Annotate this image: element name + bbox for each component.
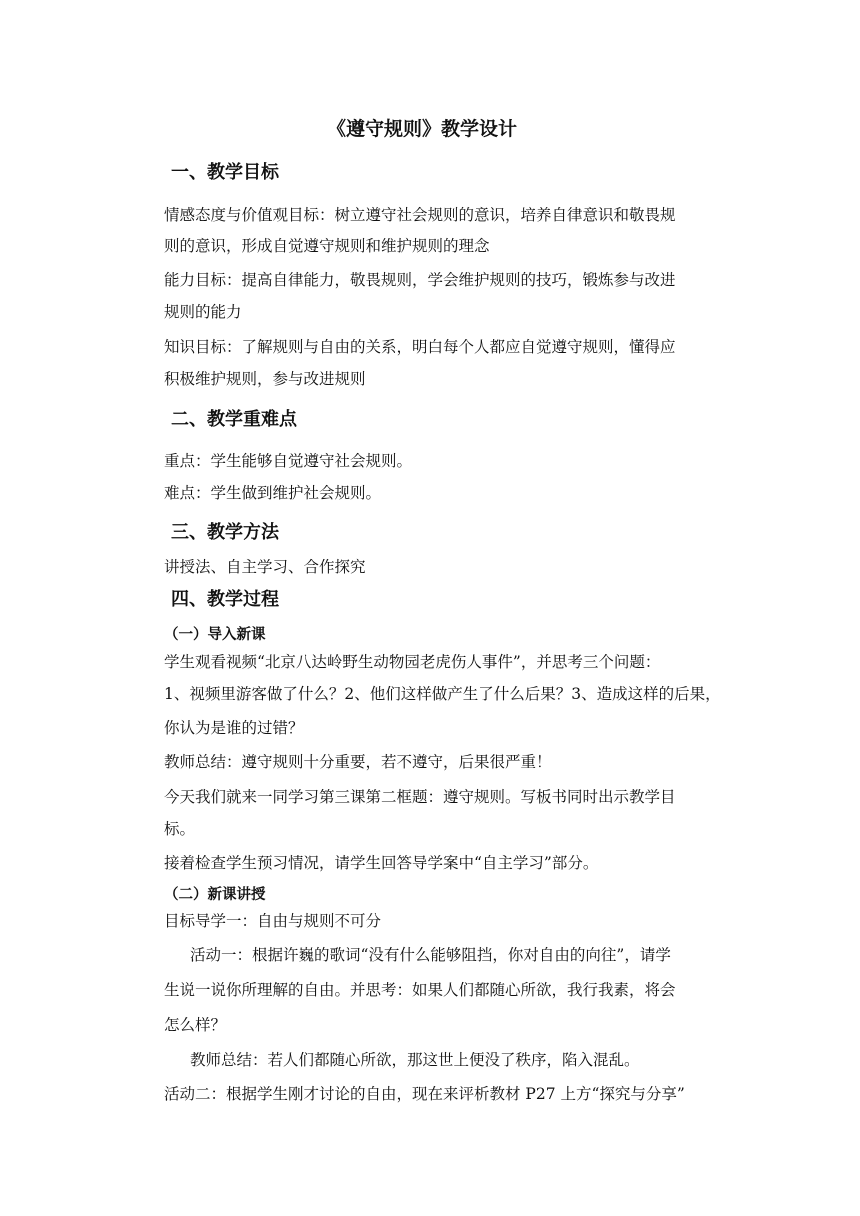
paragraph-line: 规则的能力: [164, 303, 242, 321]
document-title: 《遵守规则》教学设计: [327, 118, 518, 140]
paragraph-line: 活动一：根据许巍的歌词“没有什么能够阻挡，你对自由的向往”，请学: [190, 946, 671, 964]
paragraph-line: 接着检查学生预习情况，请学生回答导学案中“自主学习”部分。: [164, 854, 599, 872]
paragraph-line: 知识目标：了解规则与自由的关系，明白每个人都应自觉遵守规则，懂得应: [164, 338, 676, 356]
paragraph-line: 今天我们就来一同学习第三课第二框题：遵守规则。写板书同时出示教学目: [164, 788, 676, 806]
paragraph-line: 积极维护规则，参与改进规则: [164, 370, 366, 388]
paragraph-line: 目标导学一：自由与规则不可分: [164, 912, 382, 930]
paragraph-line: 活动二：根据学生刚才讨论的自由，现在来评析教材 P27 上方“探究与分享”: [164, 1085, 685, 1103]
paragraph-line: 重点：学生能够自觉遵守社会规则。: [164, 452, 413, 470]
paragraph-line: 标。: [164, 820, 196, 838]
paragraph-line: 你认为是谁的过错？: [164, 719, 304, 737]
paragraph-line: 情感态度与价值观目标：树立遵守社会规则的意识，培养自律意识和敬畏规: [164, 206, 676, 224]
paragraph-line: 则的意识，形成自觉遵守规则和维护规则的理念: [164, 237, 490, 255]
paragraph-line: 教师总结：遵守规则十分重要，若不遵守，后果很严重！: [164, 753, 552, 771]
subsection-heading: （一）导入新课: [164, 627, 266, 643]
section-heading-key-points: 二、教学重难点: [171, 409, 297, 430]
section-heading-objectives: 一、教学目标: [171, 162, 279, 183]
section-heading-methods: 三、教学方法: [171, 522, 279, 543]
paragraph-line: 能力目标：提高自律能力，敬畏规则，学会维护规则的技巧，锻炼参与改进: [164, 271, 676, 289]
paragraph-line: 生说一说你所理解的自由。并思考：如果人们都随心所欲，我行我素，将会: [164, 981, 676, 999]
paragraph-line: 学生观看视频“北京八达岭野生动物园老虎伤人事件”，并思考三个问题：: [164, 653, 661, 671]
paragraph-line: 讲授法、自主学习、合作探究: [164, 558, 366, 576]
paragraph-line: 难点：学生做到维护社会规则。: [164, 484, 382, 502]
paragraph-line: 1、视频里游客做了什么？2、他们这样做产生了什么后果？3、造成这样的后果，: [164, 685, 721, 703]
subsection-heading: （二）新课讲授: [164, 887, 266, 903]
paragraph-line: 怎么样？: [164, 1016, 227, 1034]
paragraph-line: 教师总结：若人们都随心所欲，那这世上便没了秩序，陷入混乱。: [190, 1051, 640, 1069]
section-heading-process: 四、教学过程: [171, 589, 279, 610]
